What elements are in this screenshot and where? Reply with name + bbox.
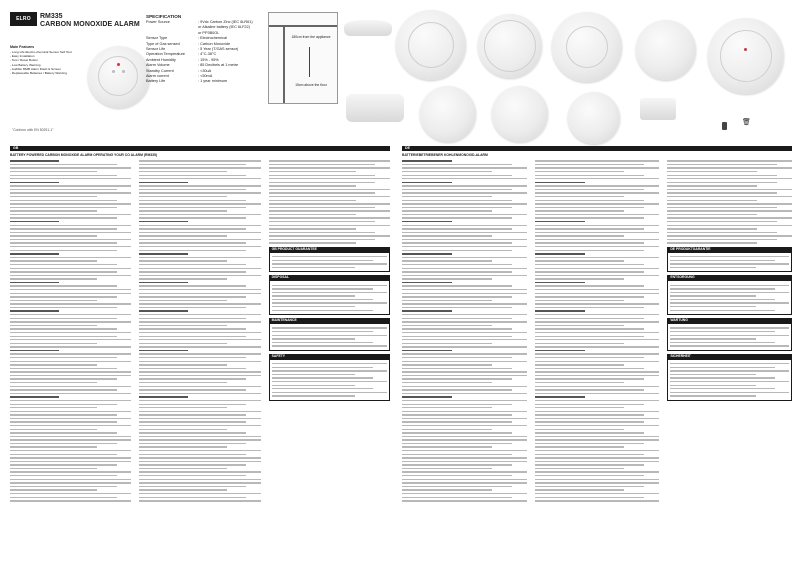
- gb-text-column-2: [139, 158, 260, 504]
- gb-guarantee-heading: GB PRODUCT GUARANTEE: [269, 247, 390, 252]
- feature-item: - Audible 85dB Alarm Flash & Screen: [10, 66, 61, 71]
- spec-row: Power Source : 9Vdc Carbon Zinc (IEC 6LR61): [146, 20, 253, 24]
- detector-test-image: [420, 86, 476, 142]
- spec-row: Ambient Humidity : 15% - 95%: [146, 57, 219, 62]
- spec-row: or Alkaline battery (IEC 6LF22): [198, 25, 250, 30]
- conformity-caption: "Conform with EN 50291-1": [12, 128, 54, 132]
- feature-item: - Test / Reset Button: [10, 58, 38, 63]
- spec-row: Battery Life : 1 year minimum: [146, 79, 228, 84]
- specification-title: SPECIFICATION: [146, 14, 182, 19]
- section-de: [402, 146, 792, 562]
- section-gb-tag: GB: [10, 146, 390, 151]
- features-title: Main Features: [10, 45, 35, 49]
- gb-boxes-column: [269, 158, 390, 504]
- feature-item: - Low Battery Warning: [10, 62, 41, 67]
- spec-row: Type of Gas sensed : Carbon Monoxide: [146, 41, 231, 46]
- spec-row: Operation Temperature : 4°C-38°C: [146, 52, 217, 57]
- detector-side-image: [344, 20, 392, 36]
- detector-install-image: [568, 92, 620, 144]
- gb-safety-heading: SAFETY: [269, 354, 390, 359]
- brand-logo: ELRO: [10, 12, 37, 26]
- section-gb-title: BATTERY POWERED CARBON MONOXIDE ALARM OPERATING YOUR CO ALARM (RM335): [10, 153, 158, 157]
- detector-wall-image: [708, 18, 784, 94]
- de-disposal-heading: ENTSORGUNG: [667, 275, 792, 280]
- section-de-tag: DE: [402, 146, 792, 151]
- diagram-note-top: 180cm from the appliance: [291, 35, 331, 39]
- weee-bin-icon: 🗑: [742, 119, 751, 126]
- spec-row: Alarm current : <50mA: [146, 74, 213, 79]
- spec-row: Sensor Type : Electrochemical: [146, 36, 227, 41]
- section-de-title: BATTERIEBETRIEBENER KOHLENMONOXID-ALARM: [402, 153, 488, 157]
- diagram-note-bottom: 15cm above the floor: [295, 83, 327, 87]
- detector-front-image: [88, 46, 150, 108]
- spec-row: or PP3B0OL: [198, 30, 220, 35]
- de-guarantee-heading: DE PRODUKTGARANTIE: [667, 247, 792, 252]
- installation-diagram: [268, 12, 338, 104]
- detector-reset-image: [492, 86, 548, 142]
- detector-open-image: [552, 12, 622, 82]
- de-safety-heading: SICHERHEIT: [667, 354, 792, 359]
- gb-text-column-1: [10, 158, 131, 504]
- spec-row: Alarm Volume : 85 Decibels at 1 metre: [146, 63, 239, 68]
- detector-ceiling-image: [636, 20, 696, 80]
- feature-item: - Easy Installation: [10, 54, 35, 59]
- de-text-column-1: [402, 158, 527, 504]
- gb-disposal-heading: DISPOSAL: [269, 275, 390, 280]
- detector-mount-image: [396, 10, 466, 80]
- battery-image: [640, 98, 676, 120]
- de-maintenance-heading: WARTUNG: [667, 318, 792, 323]
- spec-row: Standby Current : <30uA: [146, 68, 212, 73]
- page-title: CARBON MONOXIDE ALARM: [40, 21, 140, 28]
- mounting-plate-image: [478, 14, 542, 78]
- battery-icon: [722, 122, 727, 130]
- section-gb: [10, 146, 390, 562]
- specification-table: [146, 14, 266, 85]
- features-list: [10, 50, 90, 75]
- de-boxes-column: [667, 158, 792, 504]
- spec-row: Sensor Life : 5 Year (T/GAS sensor): [146, 47, 239, 52]
- feature-item: - Replaceable Batteries / Battery Warning: [10, 71, 67, 76]
- gb-maintenance-heading: MAINTENANCE: [269, 318, 390, 323]
- battery-compartment-image: [346, 94, 404, 122]
- feature-item: - Long Life Electro-chemical Sensor Self Test: [10, 50, 72, 54]
- model-number: RM335: [40, 13, 63, 20]
- de-text-column-2: [535, 158, 660, 504]
